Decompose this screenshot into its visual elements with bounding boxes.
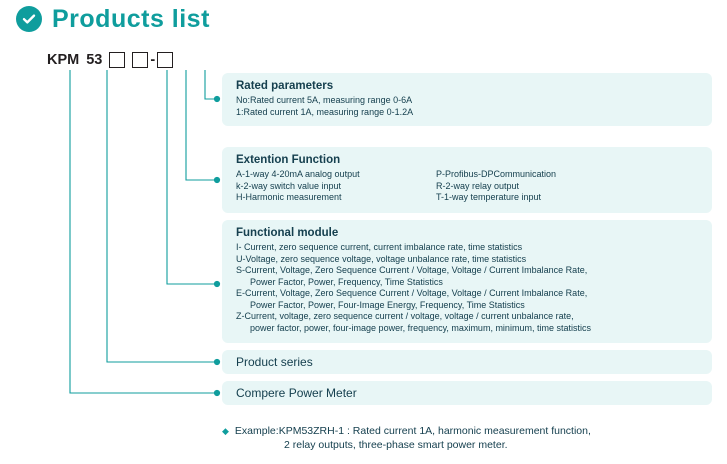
- panel-line: E-Current, Voltage, Zero Sequence Current / Voltage, Voltage / Current Imbalance Rate,: [236, 288, 588, 298]
- panel-product-series: [222, 350, 712, 374]
- code-prefix: KPM: [47, 52, 80, 68]
- panel-title-functional-module: Functional module: [236, 227, 339, 239]
- code-box-rated-parameters: [157, 52, 173, 68]
- code-series: 53: [86, 52, 103, 68]
- example-note-row: [222, 424, 712, 438]
- code-box-extention-function: [132, 52, 148, 68]
- panel-title-extention-function: Extention Function: [236, 154, 341, 166]
- panel-title-rated-parameters: Rated parameters: [236, 80, 334, 92]
- diamond-bullet-icon: ◆: [222, 426, 229, 436]
- panel-line: I- Current, zero sequence current, current imbalance rate, time statistics: [236, 242, 523, 252]
- panel-line: power factor, power, four-image power, frequency, maximum, minimum, time statistics: [250, 322, 591, 333]
- panel-line: Power Factor, Power, Four-Image Energy, Frequency, Time Statistics: [250, 299, 525, 310]
- page-header: [16, 6, 210, 32]
- extention-function-columns: [236, 169, 700, 204]
- panel-line: Power Factor, Power, Frequency, Time Statistics: [250, 276, 443, 287]
- panel-line: Z-Current, voltage, zero sequence current / voltage, voltage / current unbalance rate,: [236, 311, 574, 321]
- panel-line: P-Profibus-DPCommunication: [436, 169, 557, 179]
- panel-line: T-1-way temperature input: [436, 192, 542, 202]
- example-note-line2: 2 relay outputs, three-phase smart power meter.: [284, 439, 508, 451]
- panel-line: U-Voltage, zero sequence voltage, voltage unbalance rate, time statistics: [236, 253, 527, 264]
- panel-line: No:Rated current 5A, measuring range 0-6A: [236, 95, 413, 105]
- panel-functional-module: [222, 220, 712, 343]
- panel-title-compere-power-meter: Compere Power Meter: [236, 386, 357, 400]
- panel-line: H-Harmonic measurement: [236, 192, 342, 202]
- model-code: [47, 52, 173, 68]
- panel-rated-parameters: [222, 73, 712, 126]
- example-note: [222, 424, 712, 452]
- panel-line: k-2-way switch value input: [236, 180, 342, 191]
- code-box-functional-module: [109, 52, 125, 68]
- panel-line: S-Current, Voltage, Zero Sequence Current / Voltage, Voltage / Current Imbalance Rate,: [236, 265, 588, 275]
- example-note-line1: Example:KPM53ZRH-1 : Rated current 1A, harmonic measurement function,: [234, 425, 591, 437]
- panel-line: A-1-way 4-20mA analog output: [236, 169, 360, 179]
- page-title: Products list: [52, 4, 210, 33]
- code-box-group: [132, 52, 173, 68]
- extention-function-column-b: [436, 169, 636, 204]
- code-dash: -: [150, 52, 156, 68]
- check-circle-icon: [16, 6, 42, 32]
- panel-line: R-2-way relay output: [436, 180, 520, 191]
- panel-title-product-series: Product series: [236, 355, 313, 369]
- extention-function-column-a: [236, 169, 436, 204]
- panel-line: 1:Rated current 1A, measuring range 0-1.2A: [236, 106, 414, 117]
- panel-extention-function: [222, 147, 712, 213]
- panel-compere-power-meter: [222, 381, 712, 405]
